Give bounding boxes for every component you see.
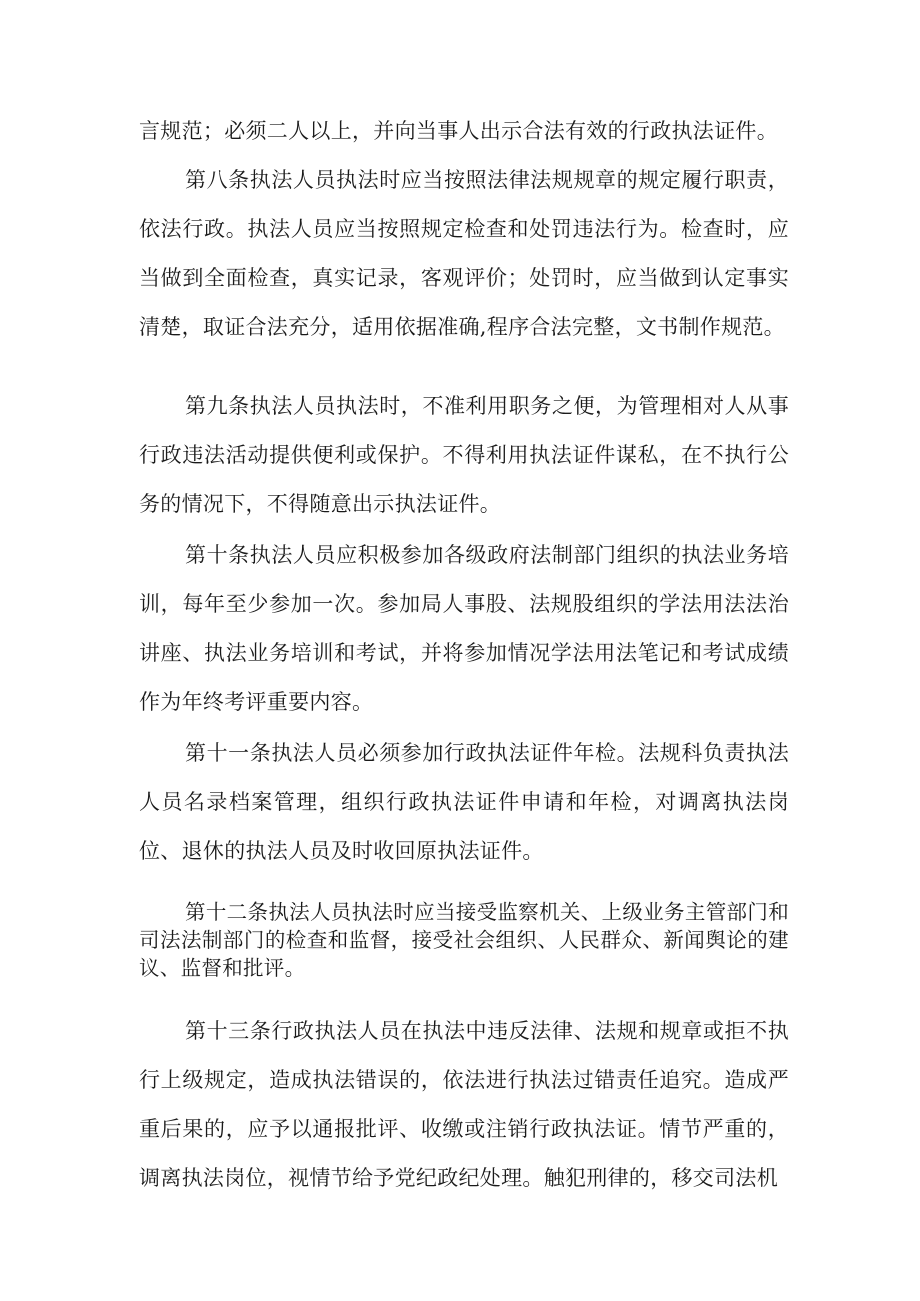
paragraph-article-10: 第十条执法人员应积极参加各级政府法制部门组织的执法业务培训，每年至少参加一次。参加局人事股、法规股组织的学法用法法治讲座、执法业务培训和考试，并将参加情况学法用法笔记和考试成绩作为年终考评重要内容。 [139, 543, 789, 714]
paragraph-article-9: 第九条执法人员执法时，不准利用职务之便，为管理相对人从事行政违法活动提供便利或保护。不得利用执法证件谋私，在不执行公务的情况下，不得随意出示执法证件。 [139, 394, 789, 516]
paragraph-article-11: 第十一条执法人员必须参加行政执法证件年检。法规科负责执法人员名录档案管理，组织行政执法证件申请和年检，对调离执法岗位、退休的执法人员及时收回原执法证件。 [139, 741, 789, 863]
paragraph-article-8: 第八条执法人员执法时应当按照法律法规规章的规定履行职责，依法行政。执法人员应当按照规定检查和处罚违法行为。检查时，应当做到全面检查，真实记录，客观评价；处罚时，应当做到认定事实清楚，取证合法充分，适用依据准确,程序合法完整，文书制作规范。 [139, 168, 789, 339]
paragraph-article-13: 第十三条行政执法人员在执法中违反法律、法规和规章或拒不执行上级规定，造成执法错误的，依法进行执法过错责任追究。造成严重后果的，应予以通报批评、收缴或注销行政执法证。情节严重的，调离执法岗位，视情节给予党纪政纪处理。触犯刑律的，移交司法机 [139, 1019, 789, 1190]
paragraph-article-12: 第十二条执法人员执法时应当接受监察机关、上级业务主管部门和司法法制部门的检查和监督，接受社会组织、人民群众、新闻舆论的建议、监督和批评。 [139, 900, 789, 980]
paragraph-continuation: 言规范；必须二人以上，并向当事人出示合法有效的行政执法证件。 [139, 119, 778, 143]
